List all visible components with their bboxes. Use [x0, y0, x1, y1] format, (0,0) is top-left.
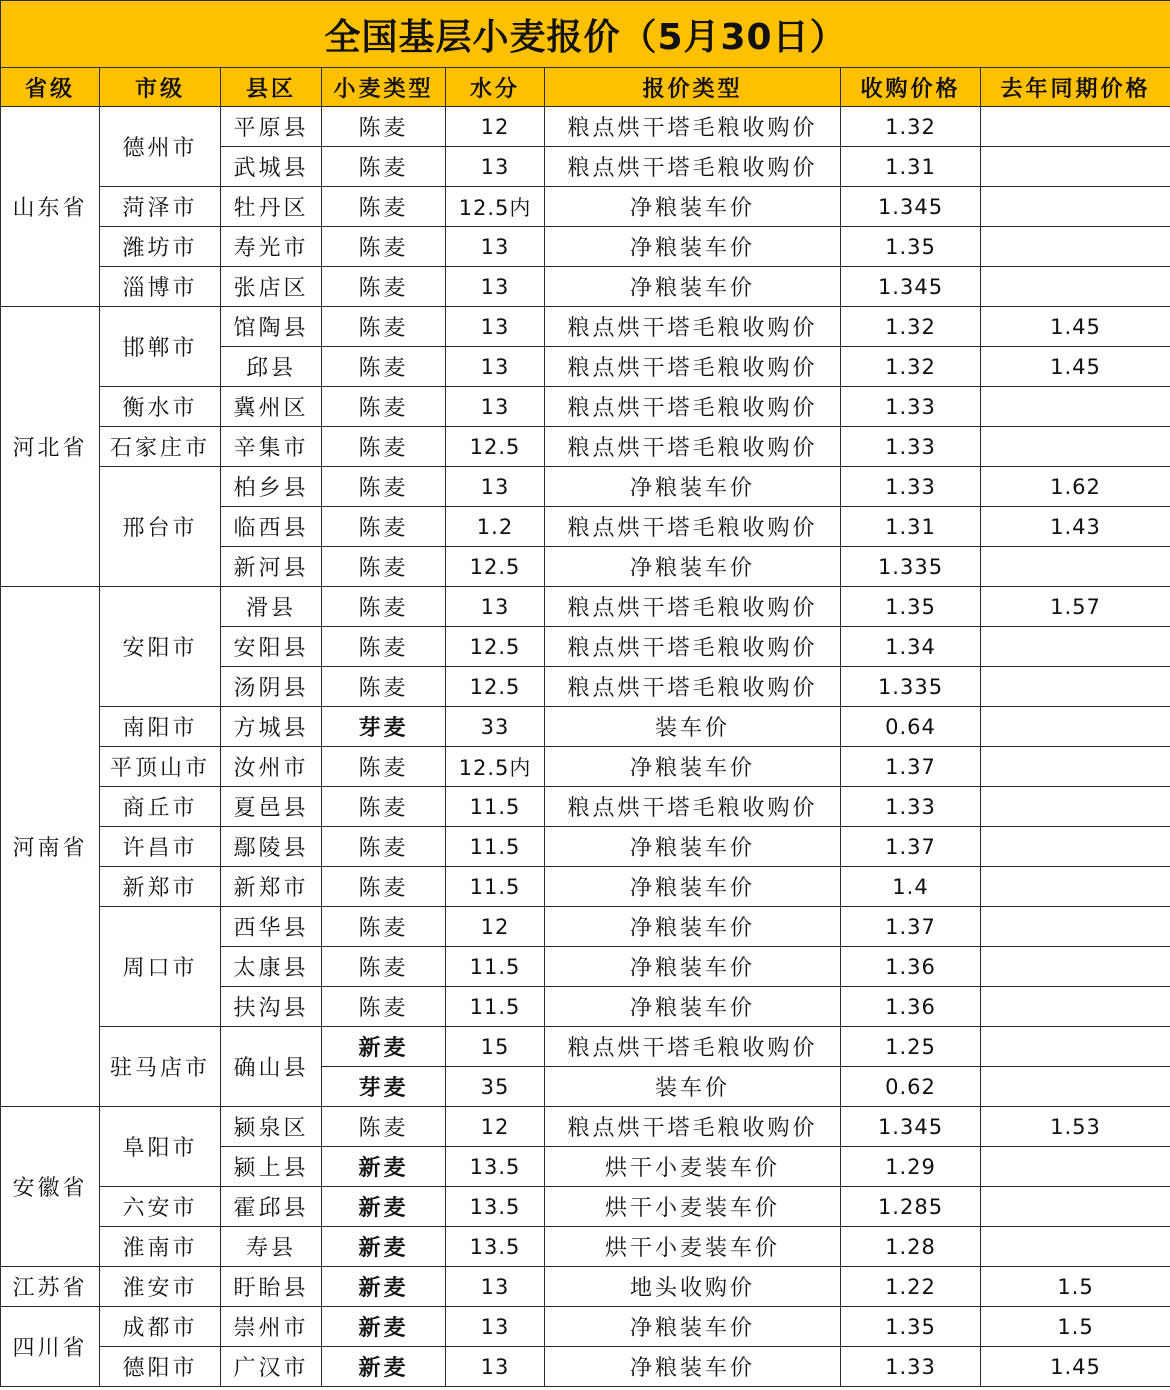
moisture-cell: 12: [446, 107, 545, 147]
city-cell: 菏泽市: [100, 187, 221, 227]
last-year-price-cell: [981, 867, 1170, 907]
last-year-price-cell: [981, 547, 1170, 587]
moisture-cell: 12: [446, 907, 545, 947]
wheat-type-cell: 陈麦: [322, 187, 446, 227]
wheat-type-cell: 陈麦: [322, 547, 446, 587]
quote-type-cell: 净粮装车价: [545, 867, 841, 907]
table-row: [1, 1187, 1170, 1227]
price-cell: 1.37: [841, 747, 981, 787]
table-row: [1, 827, 1170, 867]
last-year-price-cell: 1.5: [981, 1307, 1170, 1347]
moisture-cell: 13: [446, 1347, 545, 1387]
last-year-price-cell: [981, 627, 1170, 667]
last-year-price-cell: [981, 387, 1170, 427]
moisture-cell: 12.5: [446, 627, 545, 667]
last-year-price-cell: 1.43: [981, 507, 1170, 547]
quote-type-cell: 净粮装车价: [545, 467, 841, 507]
price-cell: 1.335: [841, 667, 981, 707]
wheat-type-cell: 新麦: [322, 1187, 446, 1227]
quote-type-cell: 粮点烘干塔毛粮收购价: [545, 347, 841, 387]
county-cell: 牡丹区: [221, 187, 322, 227]
province-cell: 河南省: [1, 587, 100, 1107]
last-year-price-cell: 1.62: [981, 467, 1170, 507]
county-cell: 太康县: [221, 947, 322, 987]
price-cell: 1.33: [841, 1347, 981, 1387]
table-row: [1, 787, 1170, 827]
price-cell: 0.64: [841, 707, 981, 747]
county-cell: 冀州区: [221, 387, 322, 427]
county-cell: 鄢陵县: [221, 827, 322, 867]
wheat-type-cell: 陈麦: [322, 587, 446, 627]
price-cell: 1.35: [841, 227, 981, 267]
last-year-price-cell: [981, 747, 1170, 787]
moisture-cell: 13: [446, 227, 545, 267]
wheat-type-cell: 陈麦: [322, 1107, 446, 1147]
price-cell: 1.33: [841, 467, 981, 507]
county-cell: 寿光市: [221, 227, 322, 267]
quote-type-cell: 粮点烘干塔毛粮收购价: [545, 107, 841, 147]
moisture-cell: 1.2: [446, 507, 545, 547]
moisture-cell: 13: [446, 587, 545, 627]
price-cell: 1.25: [841, 1027, 981, 1067]
city-cell: 邯郸市: [100, 307, 221, 387]
county-cell: 辛集市: [221, 427, 322, 467]
quote-type-cell: 净粮装车价: [545, 187, 841, 227]
city-cell: 新郑市: [100, 867, 221, 907]
city-cell: 平顶山市: [100, 747, 221, 787]
last-year-price-cell: [981, 987, 1170, 1027]
price-cell: 1.345: [841, 267, 981, 307]
price-cell: 1.28: [841, 1227, 981, 1267]
header-county: 县区: [221, 68, 322, 107]
price-cell: 1.36: [841, 987, 981, 1027]
table-row: [1, 427, 1170, 467]
county-cell: 扶沟县: [221, 987, 322, 1027]
last-year-price-cell: [981, 267, 1170, 307]
county-cell: 汤阴县: [221, 667, 322, 707]
header-price: 收购价格: [841, 68, 981, 107]
quote-type-cell: 净粮装车价: [545, 1307, 841, 1347]
table-title: 全国基层小麦报价（5月30日）: [1, 1, 1170, 68]
price-cell: 1.32: [841, 347, 981, 387]
table-row: [1, 467, 1170, 507]
city-cell: 成都市: [100, 1307, 221, 1347]
last-year-price-cell: [981, 1027, 1170, 1067]
moisture-cell: 11.5: [446, 947, 545, 987]
quote-type-cell: 净粮装车价: [545, 747, 841, 787]
last-year-price-cell: [981, 1187, 1170, 1227]
table-row: [1, 1347, 1170, 1387]
moisture-cell: 13: [446, 307, 545, 347]
price-cell: 1.35: [841, 1307, 981, 1347]
wheat-type-cell: 新麦: [322, 1347, 446, 1387]
province-cell: 河北省: [1, 307, 100, 587]
quote-type-cell: 粮点烘干塔毛粮收购价: [545, 147, 841, 187]
price-cell: 1.34: [841, 627, 981, 667]
quote-type-cell: 装车价: [545, 707, 841, 747]
city-cell: 商丘市: [100, 787, 221, 827]
county-cell: 张店区: [221, 267, 322, 307]
county-cell: 馆陶县: [221, 307, 322, 347]
city-cell: 石家庄市: [100, 427, 221, 467]
table-row: [1, 1307, 1170, 1347]
table-row: [1, 587, 1170, 627]
county-cell: 西华县: [221, 907, 322, 947]
quote-type-cell: 粮点烘干塔毛粮收购价: [545, 427, 841, 467]
county-cell: 安阳县: [221, 627, 322, 667]
wheat-type-cell: 陈麦: [322, 667, 446, 707]
quote-type-cell: 粮点烘干塔毛粮收购价: [545, 587, 841, 627]
last-year-price-cell: 1.45: [981, 307, 1170, 347]
moisture-cell: 12.5: [446, 667, 545, 707]
price-cell: 1.35: [841, 587, 981, 627]
price-cell: 1.36: [841, 947, 981, 987]
table-row: [1, 187, 1170, 227]
table-row: [1, 1107, 1170, 1147]
quote-type-cell: 净粮装车价: [545, 267, 841, 307]
price-cell: 1.335: [841, 547, 981, 587]
last-year-price-cell: 1.53: [981, 1107, 1170, 1147]
moisture-cell: 12.5内: [446, 187, 545, 227]
quote-type-cell: 烘干小麦装车价: [545, 1187, 841, 1227]
city-cell: 衡水市: [100, 387, 221, 427]
price-cell: 1.33: [841, 387, 981, 427]
wheat-type-cell: 陈麦: [322, 627, 446, 667]
wheat-type-cell: 陈麦: [322, 867, 446, 907]
quote-type-cell: 净粮装车价: [545, 547, 841, 587]
county-cell: 颍泉区: [221, 1107, 322, 1147]
wheat-type-cell: 陈麦: [322, 347, 446, 387]
quote-type-cell: 粮点烘干塔毛粮收购价: [545, 1107, 841, 1147]
quote-type-cell: 净粮装车价: [545, 907, 841, 947]
table-body: [1, 107, 1170, 1387]
price-cell: 1.285: [841, 1187, 981, 1227]
wheat-type-cell: 陈麦: [322, 387, 446, 427]
county-cell: 广汉市: [221, 1347, 322, 1387]
price-cell: 1.32: [841, 307, 981, 347]
wheat-type-cell: 陈麦: [322, 787, 446, 827]
table-row: [1, 1227, 1170, 1267]
quote-type-cell: 地头收购价: [545, 1267, 841, 1307]
county-cell: 滑县: [221, 587, 322, 627]
wheat-type-cell: 新麦: [322, 1267, 446, 1307]
wheat-type-cell: 芽麦: [322, 1067, 446, 1107]
city-cell: 德州市: [100, 107, 221, 187]
moisture-cell: 13.5: [446, 1187, 545, 1227]
county-cell: 颍上县: [221, 1147, 322, 1187]
wheat-type-cell: 陈麦: [322, 907, 446, 947]
county-cell: 临西县: [221, 507, 322, 547]
moisture-cell: 11.5: [446, 787, 545, 827]
moisture-cell: 13: [446, 1307, 545, 1347]
quote-type-cell: 粮点烘干塔毛粮收购价: [545, 787, 841, 827]
city-cell: 邢台市: [100, 467, 221, 587]
moisture-cell: 35: [446, 1067, 545, 1107]
header-city: 市级: [100, 68, 221, 107]
header-wheat-type: 小麦类型: [322, 68, 446, 107]
province-cell: 四川省: [1, 1307, 100, 1387]
quote-type-cell: 烘干小麦装车价: [545, 1227, 841, 1267]
table-row: [1, 227, 1170, 267]
price-cell: 0.62: [841, 1067, 981, 1107]
moisture-cell: 33: [446, 707, 545, 747]
county-cell: 确山县: [221, 1027, 322, 1107]
last-year-price-cell: [981, 707, 1170, 747]
last-year-price-cell: [981, 667, 1170, 707]
wheat-type-cell: 陈麦: [322, 307, 446, 347]
moisture-cell: 11.5: [446, 987, 545, 1027]
county-cell: 崇州市: [221, 1307, 322, 1347]
county-cell: 盱眙县: [221, 1267, 322, 1307]
last-year-price-cell: 1.5: [981, 1267, 1170, 1307]
quote-type-cell: 净粮装车价: [545, 947, 841, 987]
price-cell: 1.22: [841, 1267, 981, 1307]
header-moisture: 水分: [446, 68, 545, 107]
moisture-cell: 13: [446, 147, 545, 187]
quote-type-cell: 烘干小麦装车价: [545, 1147, 841, 1187]
header-province: 省级: [1, 68, 100, 107]
moisture-cell: 12.5: [446, 427, 545, 467]
wheat-type-cell: 陈麦: [322, 107, 446, 147]
county-cell: 霍邱县: [221, 1187, 322, 1227]
header-quote-type: 报价类型: [545, 68, 841, 107]
wheat-type-cell: 陈麦: [322, 427, 446, 467]
moisture-cell: 15: [446, 1027, 545, 1067]
city-cell: 阜阳市: [100, 1107, 221, 1187]
last-year-price-cell: [981, 1067, 1170, 1107]
wheat-type-cell: 陈麦: [322, 267, 446, 307]
quote-type-cell: 净粮装车价: [545, 227, 841, 267]
province-cell: 安徽省: [1, 1107, 100, 1267]
table-row: [1, 1267, 1170, 1307]
county-cell: 夏邑县: [221, 787, 322, 827]
price-cell: 1.32: [841, 107, 981, 147]
province-cell: 江苏省: [1, 1267, 100, 1307]
quote-type-cell: 装车价: [545, 1067, 841, 1107]
last-year-price-cell: [981, 187, 1170, 227]
price-cell: 1.33: [841, 787, 981, 827]
wheat-type-cell: 陈麦: [322, 947, 446, 987]
city-cell: 周口市: [100, 907, 221, 1027]
last-year-price-cell: [981, 1147, 1170, 1187]
moisture-cell: 13: [446, 387, 545, 427]
moisture-cell: 13.5: [446, 1147, 545, 1187]
county-cell: 邱县: [221, 347, 322, 387]
price-cell: 1.37: [841, 907, 981, 947]
moisture-cell: 13: [446, 467, 545, 507]
wheat-type-cell: 陈麦: [322, 227, 446, 267]
city-cell: 驻马店市: [100, 1027, 221, 1107]
last-year-price-cell: 1.45: [981, 347, 1170, 387]
quote-type-cell: 粮点烘干塔毛粮收购价: [545, 387, 841, 427]
moisture-cell: 13.5: [446, 1227, 545, 1267]
last-year-price-cell: [981, 947, 1170, 987]
last-year-price-cell: [981, 1227, 1170, 1267]
wheat-type-cell: 芽麦: [322, 707, 446, 747]
last-year-price-cell: 1.57: [981, 587, 1170, 627]
county-cell: 平原县: [221, 107, 322, 147]
table-row: [1, 267, 1170, 307]
last-year-price-cell: [981, 427, 1170, 467]
wheat-type-cell: 新麦: [322, 1307, 446, 1347]
county-cell: 新河县: [221, 547, 322, 587]
price-cell: 1.31: [841, 507, 981, 547]
last-year-price-cell: [981, 787, 1170, 827]
wheat-type-cell: 新麦: [322, 1027, 446, 1067]
city-cell: 南阳市: [100, 707, 221, 747]
table-row: [1, 747, 1170, 787]
city-cell: 安阳市: [100, 587, 221, 707]
quote-type-cell: 粮点烘干塔毛粮收购价: [545, 627, 841, 667]
price-cell: 1.31: [841, 147, 981, 187]
moisture-cell: 13: [446, 1267, 545, 1307]
wheat-type-cell: 陈麦: [322, 147, 446, 187]
quote-type-cell: 粮点烘干塔毛粮收购价: [545, 307, 841, 347]
county-cell: 方城县: [221, 707, 322, 747]
quote-type-cell: 粮点烘干塔毛粮收购价: [545, 667, 841, 707]
city-cell: 淮南市: [100, 1227, 221, 1267]
table-row: [1, 867, 1170, 907]
wheat-type-cell: 陈麦: [322, 747, 446, 787]
table-row: [1, 307, 1170, 347]
county-cell: 柏乡县: [221, 467, 322, 507]
county-cell: 寿县: [221, 1227, 322, 1267]
last-year-price-cell: [981, 147, 1170, 187]
city-cell: 淮安市: [100, 1267, 221, 1307]
moisture-cell: 12.5内: [446, 747, 545, 787]
city-cell: 潍坊市: [100, 227, 221, 267]
price-cell: 1.345: [841, 187, 981, 227]
price-cell: 1.29: [841, 1147, 981, 1187]
quote-type-cell: 净粮装车价: [545, 827, 841, 867]
price-cell: 1.37: [841, 827, 981, 867]
city-cell: 许昌市: [100, 827, 221, 867]
wheat-type-cell: 陈麦: [322, 507, 446, 547]
wheat-type-cell: 新麦: [322, 1147, 446, 1187]
province-cell: 山东省: [1, 107, 100, 307]
county-cell: 汝州市: [221, 747, 322, 787]
county-cell: 武城县: [221, 147, 322, 187]
quote-type-cell: 净粮装车价: [545, 1347, 841, 1387]
price-cell: 1.33: [841, 427, 981, 467]
quote-type-cell: 净粮装车价: [545, 987, 841, 1027]
price-cell: 1.345: [841, 1107, 981, 1147]
table-row: [1, 387, 1170, 427]
table-row: [1, 107, 1170, 147]
last-year-price-cell: 1.45: [981, 1347, 1170, 1387]
table-row: [1, 1027, 1170, 1067]
city-cell: 德阳市: [100, 1347, 221, 1387]
moisture-cell: 13: [446, 267, 545, 307]
moisture-cell: 11.5: [446, 827, 545, 867]
wheat-type-cell: 陈麦: [322, 467, 446, 507]
city-cell: 淄博市: [100, 267, 221, 307]
moisture-cell: 13: [446, 347, 545, 387]
wheat-type-cell: 新麦: [322, 1227, 446, 1267]
moisture-cell: 12.5: [446, 547, 545, 587]
quote-type-cell: 粮点烘干塔毛粮收购价: [545, 507, 841, 547]
price-cell: 1.4: [841, 867, 981, 907]
city-cell: 六安市: [100, 1187, 221, 1227]
county-cell: 新郑市: [221, 867, 322, 907]
last-year-price-cell: [981, 107, 1170, 147]
moisture-cell: 12: [446, 1107, 545, 1147]
wheat-type-cell: 陈麦: [322, 827, 446, 867]
table-row: [1, 707, 1170, 747]
moisture-cell: 11.5: [446, 867, 545, 907]
quote-type-cell: 粮点烘干塔毛粮收购价: [545, 1027, 841, 1067]
header-last-year-price: 去年同期价格: [981, 68, 1170, 107]
wheat-type-cell: 陈麦: [322, 987, 446, 1027]
last-year-price-cell: [981, 827, 1170, 867]
last-year-price-cell: [981, 227, 1170, 267]
last-year-price-cell: [981, 907, 1170, 947]
table-row: [1, 907, 1170, 947]
